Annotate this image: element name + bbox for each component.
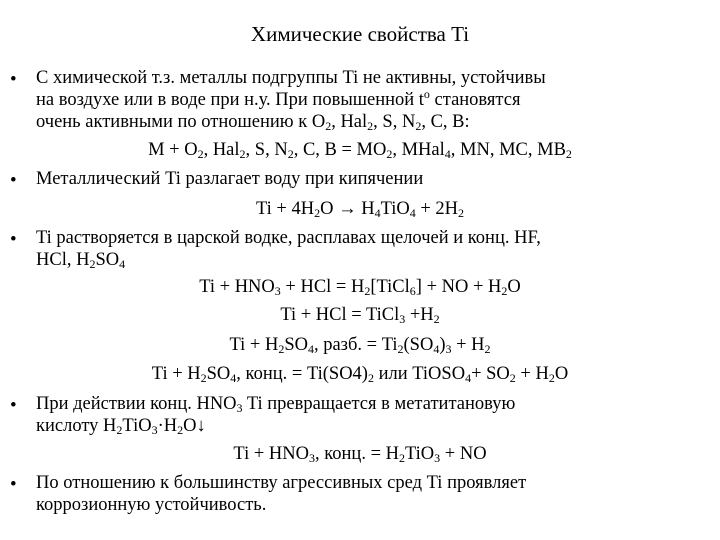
equation: $Ti + H_2SO_4$, конц. = $Ti(SO4)_2$ или TiOSO$_4$+ $SO_2 + H_2O$ [151,364,569,385]
paragraph-line: Ti растворяется в царской водке, расплавах щелочей и конц. HF, [36,228,541,248]
bullet-marker: • [10,69,17,90]
paragraph-line: на воздухе или в воде при н.у. При повышенной $t^o$ становятся [36,87,521,110]
bullet-marker: • [10,474,17,495]
paragraph-line: коррозионную устойчивость. [36,495,267,515]
paragraph-line: С химической т.з. металлы подгруппы Ti не активны, устойчивы [36,68,546,88]
bullet-marker: • [10,395,17,416]
paragraph-line: Металлический Ti разлагает воду при кипячении [36,169,424,189]
paragraph-line: очень активными по отношению к $O_2$, Hal$_2$, S, $N_2$, C, B: [36,112,470,133]
equation: $Ti + H_2SO_4$, разб. = $Ti_2(SO_4)_3 + H_2$ [229,335,491,356]
equation: $M + O_2$, Hal$_2$, S, $N_2$, C, $B = MO_2$, MHal$_4$, MN, MC, $MB_2$ [148,140,572,161]
bullet-marker: • [10,170,17,191]
equation: $Ti + HNO_3$, конц. = $H_2TiO_3$ + NO [233,444,487,465]
paragraph-line: кислоту $H_2TiO_3\cdot H_2O↓$ [36,416,206,437]
paragraph-line: При действии конц. $HNO_3$ Ti превращается в метатитановую [36,394,516,415]
paragraph-line: HCl, $H_2SO_4$ [36,250,126,271]
slide-title: Химические свойства Ti [250,22,470,46]
paragraph-line: По отношению к большинству агрессивных сред Ti проявляет [36,473,527,493]
equation: $Ti + HNO_3$ + HCl = $H_2[TiCl_6]$ + NO + $H_2O$ [199,277,521,298]
bullet-marker: • [10,229,17,250]
equation: $Ti + 4H_2O \to H_4TiO_4 + 2H_2$ [255,199,465,220]
equation: Ti + HCl = TiCl$_3$ $+H_2$ [280,305,440,326]
